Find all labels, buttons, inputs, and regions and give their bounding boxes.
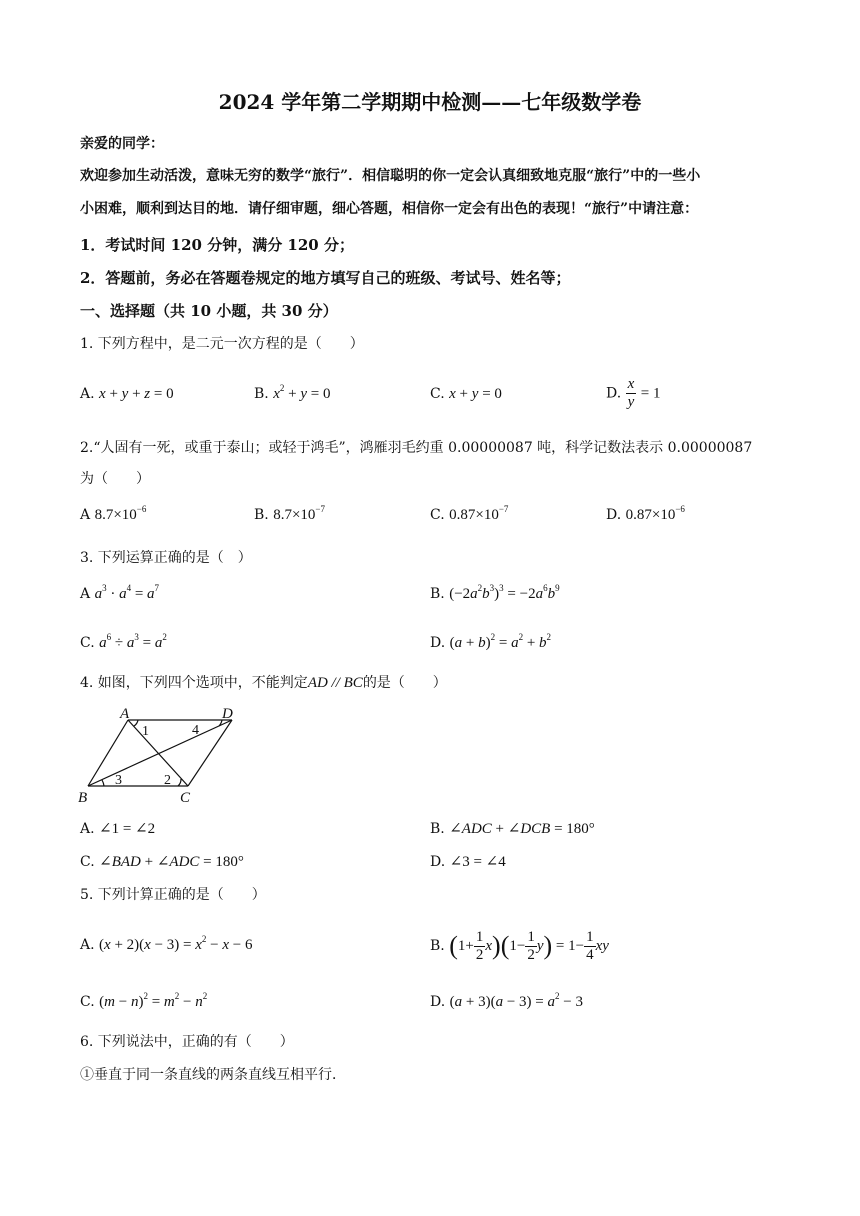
diagonal-ac bbox=[128, 720, 188, 786]
q5-stem: 5. 下列计算正确的是（ ） bbox=[80, 887, 266, 903]
option-label: B. bbox=[430, 586, 445, 602]
q4-stem-post: 的是（ ） bbox=[362, 675, 447, 691]
q5-option-c[interactable] bbox=[80, 992, 207, 1012]
q4-option-a[interactable] bbox=[80, 819, 155, 839]
angle-arc-1 bbox=[134, 720, 138, 726]
q1-stem: 1. 下列方程中，是二元一次方程的是（ ） bbox=[80, 336, 364, 352]
formula: ∠1 = ∠2 bbox=[99, 821, 156, 837]
section-heading-choice: 一、选择题（共 10 小题，共 30 分） bbox=[80, 302, 338, 320]
q3-stem: 3. 下列运算正确的是（ ） bbox=[80, 550, 252, 566]
q3-option-d[interactable] bbox=[430, 633, 551, 653]
q1-option-c[interactable] bbox=[430, 384, 502, 404]
fraction-half: $\frac{1}{2}$ bbox=[475, 928, 484, 963]
option-label: D. bbox=[430, 994, 446, 1010]
formula: ∠BAD + ∠ADC = 180° bbox=[99, 854, 244, 870]
q2-stem-line-1: 2.“人固有一死，或重于泰山；或轻于鸿毛”，鸿雁羽毛约重 0.00000087 吨，科学记数法表示 0.00000087 bbox=[80, 440, 753, 456]
formula: $(a + b)^2 = a^2 + b^2$ bbox=[449, 632, 552, 651]
q2-stem-line-2: 为（ ） bbox=[80, 471, 150, 487]
side-ab bbox=[88, 720, 128, 786]
formula: $(m - n)^2 = m^2 - n^2$ bbox=[99, 991, 208, 1010]
formula: $a^6 \div a^3 = a^2$ bbox=[99, 632, 167, 651]
formula: $8.7\times 10^{-7}$ bbox=[273, 504, 325, 523]
formula: $(a + 3)(a - 3) = a^2 - 3$ bbox=[449, 991, 583, 1010]
q2-option-d[interactable] bbox=[606, 505, 685, 525]
option-label: B. bbox=[254, 507, 269, 523]
greeting: 亲爱的同学： bbox=[80, 136, 164, 152]
formula: ∠3 = ∠4 bbox=[449, 854, 506, 870]
formula: $0.87\times 10^{-7}$ bbox=[449, 504, 509, 523]
q4-stem-math: AD // BC bbox=[307, 675, 363, 691]
formula: x + y = 0 bbox=[449, 386, 502, 402]
vertex-b: B bbox=[78, 790, 88, 806]
option-label: C. bbox=[80, 635, 95, 651]
note-1: 1．考试时间 120 分钟，满分 120 分； bbox=[80, 236, 354, 254]
option-label: A. bbox=[80, 821, 95, 837]
fraction: $\frac{x}{y}$ bbox=[627, 376, 635, 410]
q5-option-d[interactable] bbox=[430, 992, 583, 1012]
q4-option-d[interactable] bbox=[430, 852, 506, 872]
formula: = 1 bbox=[640, 385, 661, 402]
formula: $0.87\times 10^{-6}$ bbox=[625, 504, 685, 523]
option-label: B. bbox=[254, 386, 269, 402]
option-label: D. bbox=[430, 635, 446, 651]
formula: $x^2 + y = 0$ bbox=[273, 383, 331, 402]
option-label: A. bbox=[80, 386, 95, 402]
q1-option-d[interactable] bbox=[606, 376, 660, 411]
fraction-half: $\frac{1}{2}$ bbox=[527, 928, 535, 963]
formula: $a^3 \cdot a^4 = a^7$ bbox=[94, 583, 160, 602]
option-label: C. bbox=[80, 994, 95, 1010]
angle-label-3: 3 bbox=[115, 773, 122, 788]
note-2: 2．答题前，务必在答题卷规定的地方填写自己的班级、考试号、姓名等； bbox=[80, 269, 571, 287]
q2-option-a[interactable] bbox=[80, 505, 146, 525]
option-label: D. bbox=[606, 507, 622, 523]
q3-option-a[interactable] bbox=[80, 584, 159, 604]
formula: x + y + z = 0 bbox=[99, 386, 174, 402]
vertex-c: C bbox=[180, 790, 191, 806]
q5-option-b[interactable]: B. (1+ $\frac{1}{2}$ x)(1− $\frac{1}{2}$ y) = 1− $\frac{1}{4}$ xy bbox=[430, 928, 609, 963]
vertex-d: D bbox=[222, 706, 233, 722]
option-label: C. bbox=[80, 854, 95, 870]
angle-arc-2 bbox=[178, 779, 181, 786]
angle-label-2: 2 bbox=[164, 773, 171, 788]
q1-option-b[interactable] bbox=[254, 384, 330, 404]
formula: $(-2a^2b^3)^3 = -2a^6b^9$ bbox=[449, 583, 560, 602]
angle-label-1: 1 bbox=[142, 724, 149, 739]
fraction-quarter: $\frac{1}{4}$ bbox=[586, 928, 594, 963]
q2-option-c[interactable] bbox=[430, 505, 508, 525]
intro-line-1: 欢迎参加生动活泼，意味无穷的数学“旅行”．相信聪明的你一定会认真细致地克服“旅行”中的一些小 bbox=[80, 168, 701, 184]
q6-item-1: ①垂直于同一条直线的两条直线互相平行． bbox=[80, 1067, 346, 1083]
q5-option-a[interactable] bbox=[80, 935, 253, 955]
formula: $(x + 2)(x - 3) = x^2 - x - 6$ bbox=[99, 934, 253, 953]
q4-option-c[interactable] bbox=[80, 852, 244, 872]
q2-option-b[interactable] bbox=[254, 505, 325, 525]
parallelogram-figure bbox=[76, 704, 246, 808]
q6-stem: 6. 下列说法中，正确的有（ ） bbox=[80, 1034, 294, 1050]
option-label: A. bbox=[80, 937, 95, 953]
option-label: A bbox=[80, 586, 91, 602]
option-label: C. bbox=[430, 507, 445, 523]
q4-stem-pre: 4. 如图，下列四个选项中，不能判定 bbox=[80, 675, 308, 691]
page-title: 2024 学年第二学期期中检测——七年级数学卷 bbox=[218, 90, 642, 114]
option-label: D. bbox=[430, 854, 446, 870]
option-label: B. bbox=[430, 938, 445, 954]
intro-line-2: 小困难，顺利到达目的地．请仔细审题，细心答题，相信你一定会有出色的表现！“旅行”中请注意： bbox=[80, 201, 699, 217]
q4-option-b[interactable] bbox=[430, 819, 595, 839]
angle-arc-3 bbox=[102, 780, 104, 786]
option-label: A bbox=[80, 507, 91, 523]
q1-option-a[interactable] bbox=[80, 384, 174, 404]
angle-label-4: 4 bbox=[192, 723, 199, 738]
q3-option-b[interactable] bbox=[430, 584, 560, 604]
q4-stem bbox=[80, 674, 447, 692]
option-label: D. bbox=[606, 385, 622, 402]
formula: ∠ADC + ∠DCB = 180° bbox=[449, 821, 595, 837]
vertex-a: A bbox=[120, 706, 130, 722]
q3-option-c[interactable] bbox=[80, 633, 167, 653]
option-label: C. bbox=[430, 386, 445, 402]
option-label: B. bbox=[430, 821, 445, 837]
formula: $8.7\times 10^{-6}$ bbox=[94, 504, 147, 523]
